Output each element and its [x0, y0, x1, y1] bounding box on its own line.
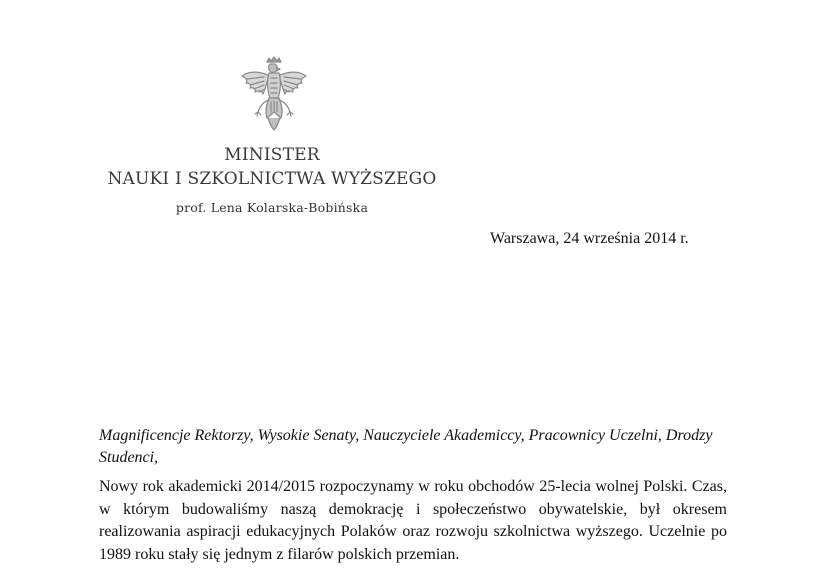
minister-name: prof. Lena Kolarska-Bobińska	[175, 200, 369, 215]
polish-eagle-emblem-icon	[238, 56, 310, 132]
letter-salutation: Magnificencje Rektorzy, Wysokie Senaty, Nauczyciele Akademiccy, Pracownicy Uczelni, Drodzy Studenci,	[99, 427, 713, 466]
letter-date: Warszawa, 24 września 2014 r.	[490, 230, 689, 247]
ministry-name: NAUKI I SZKOLNICTWA WYŻSZEGO	[107, 169, 437, 189]
ministry-header	[100, 144, 444, 216]
minister-title: MINISTER	[224, 145, 320, 165]
letter-paragraph: Nowy rok akademicki 2014/2015 rozpoczynamy w roku obchodów 25-lecia wolnej Polski. Czas, w którym budowaliśmy naszą demokrację i społeczeństwo obywatelskie, był okresem realizowania aspiracji edukacyjnych Polaków oraz rozwoju szkolnictwa wyższego. Uczelnie po 1989 roku stały się jednym z filarów polskich przemian.	[99, 478, 727, 563]
